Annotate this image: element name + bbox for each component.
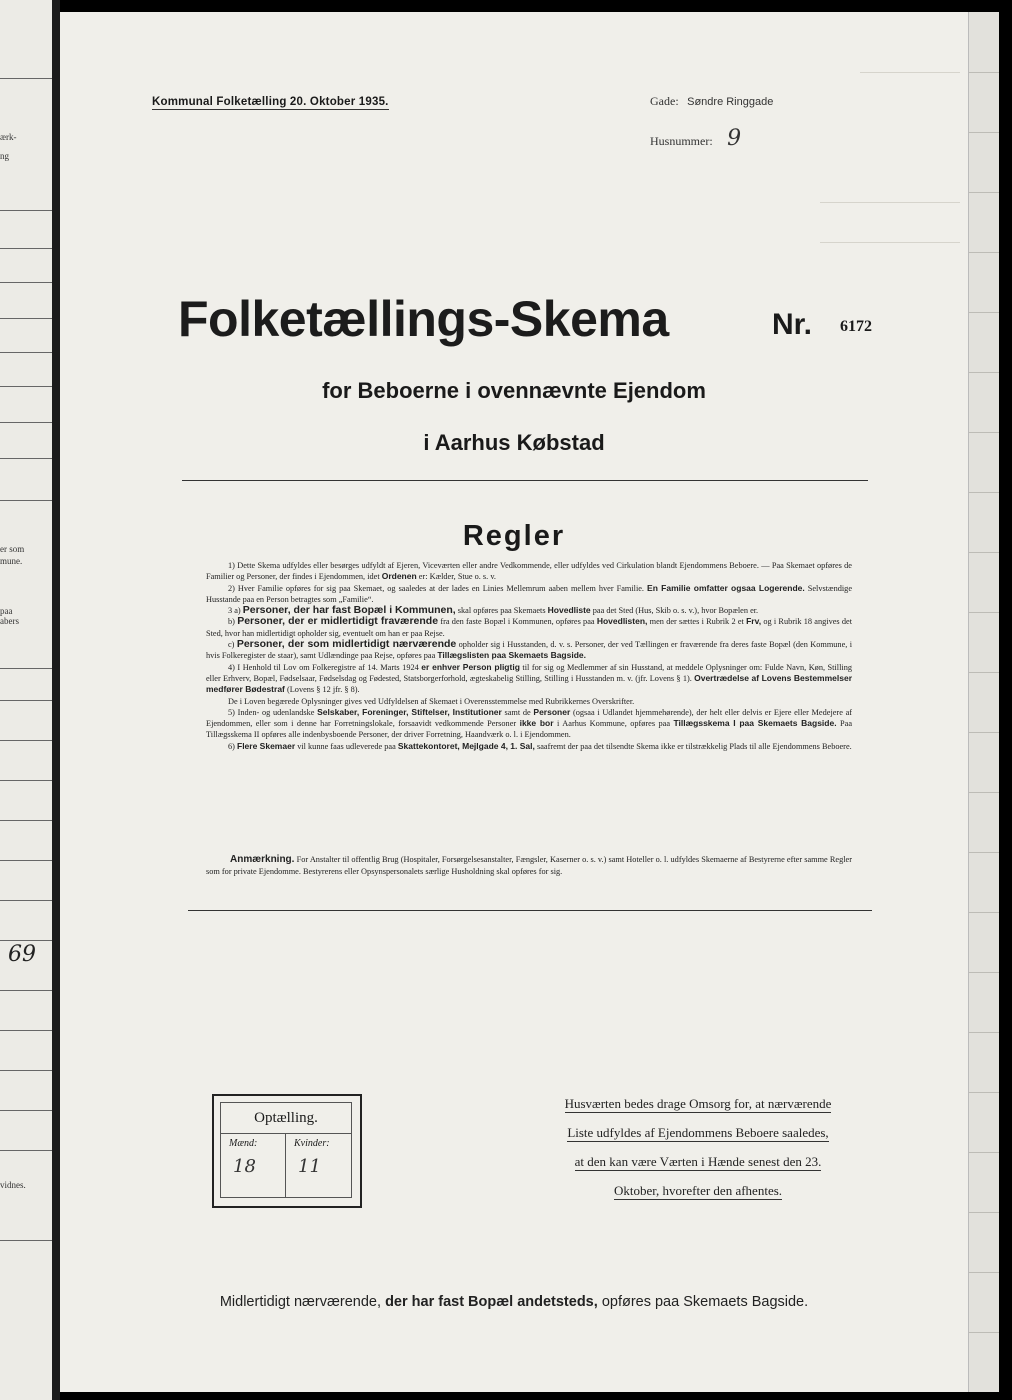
left-handwritten-number: 69 bbox=[8, 942, 36, 967]
rule-3c: c) Personer, der som midlertidigt nærværende opholder sig i Husstanden, d. v. s. Personer, der ved Tællingen er fraværende fra deres faste Bopæl (den Kommune, i hvis Folkeregister de staar), samt Udlændinge paa Rejse, opføres paa Tillægslisten paa Skemaets Bagside. bbox=[206, 638, 853, 661]
left-fragment: abers bbox=[0, 616, 19, 626]
notice-line: Liste udfyldes af Ejendommens Beboere saaledes, bbox=[567, 1125, 829, 1140]
notice-line: Husværten bedes drage Omsorg for, at nærværende bbox=[564, 1096, 832, 1111]
street-value: Søndre Ringgade bbox=[687, 96, 774, 108]
remark-divider bbox=[188, 910, 872, 911]
adjacent-page-fragment bbox=[0, 0, 52, 1400]
rule-3a: 3 a) Personer, der har fast Bopæl i Kommunen, skal opføres paa Skemaets Hovedliste paa det Sted (Hus, Skib o. s. v.), hvor Bopælen er. bbox=[228, 604, 759, 617]
count-heading: Optælling. bbox=[221, 1103, 351, 1134]
women-count: 11 bbox=[298, 1156, 321, 1177]
next-page-edge bbox=[968, 12, 999, 1392]
notice-line: at den kan være Værten i Hænde senest den 23. bbox=[574, 1154, 822, 1169]
remark-text bbox=[206, 854, 852, 877]
form-title: Folketællings-Skema bbox=[178, 291, 669, 347]
rule-5: 5) Inden- og udenlandske Selskaber, Foreninger, Stiftelser, Institutioner samt de Personer (ogsaa i Udlandet hjemmehørende), der helt eller delvis er Ejere eller Medejere af Ejendommen, eller som i denne har Forretningslokale, forsaavidt vedkommende Personer ikke bor i Aarhus Kommune, opføres paa Tillægsskema I paa Skemaets Bagside. Paa Tillægsskema II opføres alle indenbysboende Personer, der driver Forretning, Haandværk o. l. i Ejendommen. bbox=[206, 706, 853, 740]
title-divider bbox=[182, 480, 868, 481]
rule-1: 1) Dette Skema udfyldes eller besørges udfyldt af Ejeren, Viceværten eller andre Vedkommende, eller udfyldes ved Cirkulation blandt Ejendommens Beboere. — Paa Skemaet opføres de Familier og Personer, der findes i Ejendommen, idet Ordenen er: Kælder, Stue o. s. v. bbox=[206, 561, 852, 582]
remark-body: For Anstalter til offentlig Brug (Hospitaler, Forsørgelsesanstalter, Fængsler, Kaserner o. s. v.) samt Hoteller o. l. udfyldes Skemaerne af Bestyrerne efter samme Regler som for private Ejendomme. Bestyrerens eller Opsynspersonalets særlige Husholdning skal opføres for sig. bbox=[206, 855, 852, 876]
left-fragment: er som bbox=[0, 544, 25, 554]
street-label: Gade: bbox=[650, 94, 679, 108]
remark-lead: Anmærkning. bbox=[230, 854, 295, 865]
left-fragment: vidnes. bbox=[0, 1180, 26, 1190]
footer-part-bold: der har fast Bopæl andetsteds, bbox=[385, 1294, 598, 1310]
house-number-label: Husnummer: bbox=[650, 134, 713, 148]
footer-note bbox=[60, 1294, 968, 1310]
count-box bbox=[212, 1094, 362, 1208]
book-gutter bbox=[52, 0, 60, 1400]
landlord-notice bbox=[508, 1096, 888, 1212]
census-form-page bbox=[60, 12, 968, 1392]
form-subtitle: for Beboerne i ovennævnte Ejendom bbox=[322, 378, 706, 403]
form-number-value: 6172 bbox=[840, 318, 872, 335]
left-fragment: paa bbox=[0, 606, 13, 616]
rule-4: 4) I Henhold til Lov om Folkeregistre af 14. Marts 1924 er enhver Person pligtig til for sig og Medlemmer af sin Husstand, at meddele Oplysninger om: Fulde Navn, Køn, Stilling eller Erhverv, Bopæl, Fødselsaar, Fødselsdag og Fødested, Statsborgerforhold, ægteskabelig Stilling, Stilling i Husstanden m. v. (jfr. Lovens § 1). Overtrædelse af Lovens Bestemmelser medfører Bødestraf (Lovens § 12 jfr. § 8). bbox=[206, 661, 853, 695]
women-label: Kvinder: bbox=[294, 1138, 330, 1149]
notice-line: Oktober, hvorefter den afhentes. bbox=[613, 1183, 783, 1198]
left-fragment: ng bbox=[0, 151, 9, 161]
count-box-inner bbox=[220, 1102, 352, 1198]
rule-6: 6) Flere Skemaer vil kunne faas udleverede paa Skattekontoret, Mejlgade 4, 1. Sal, saafremt der paa det tilsendte Skema ikke er tilstrækkelig Plads til alle Ejendommens Beboere. bbox=[228, 740, 852, 751]
men-count: 18 bbox=[233, 1156, 256, 1177]
form-location: i Aarhus Købstad bbox=[423, 430, 605, 455]
census-header: Kommunal Folketælling 20. Oktober 1935. bbox=[152, 96, 389, 108]
house-number-value: 9 bbox=[727, 126, 742, 151]
rule-2: 2) Hver Familie opføres for sig paa Skemaet, og saaledes at der lades en Linies Mellemrum aaben mellem hver Familie. En Familie omfatter ogsaa Logerende. Selvstændige Husstande paa en Person betragtes som „Familie“. bbox=[206, 582, 853, 604]
left-fragment: mune. bbox=[0, 556, 23, 566]
house-number-field bbox=[650, 126, 741, 151]
left-fragment: ærk- bbox=[0, 132, 17, 142]
men-column bbox=[221, 1134, 286, 1197]
street-field bbox=[650, 92, 773, 110]
rule-4b: De i Loven begærede Oplysninger gives ved Udfyldelsen af Skemaet i Overensstemmelse med Rubrikkernes Overskrifter. bbox=[228, 696, 635, 706]
footer-part: Midlertidigt nærværende, bbox=[219, 1294, 382, 1310]
rules-heading: Regler bbox=[462, 520, 566, 552]
rules-text bbox=[206, 560, 852, 752]
men-label: Mænd: bbox=[229, 1138, 258, 1149]
rule-3b: b) Personer, der er midlertidigt fraværende fra den faste Bopæl i Kommunen, opføres paa Hovedlisten, men der sættes i Rubrik 2 et Frv, og i Rubrik 18 angives det Sted, hvor han midlertidigt opholder sig, eventuelt om han er paa Rejse. bbox=[206, 615, 853, 638]
form-number-label: Nr. bbox=[772, 308, 813, 341]
footer-part: opføres paa Skemaets Bagside. bbox=[601, 1294, 809, 1310]
women-column bbox=[286, 1134, 350, 1197]
